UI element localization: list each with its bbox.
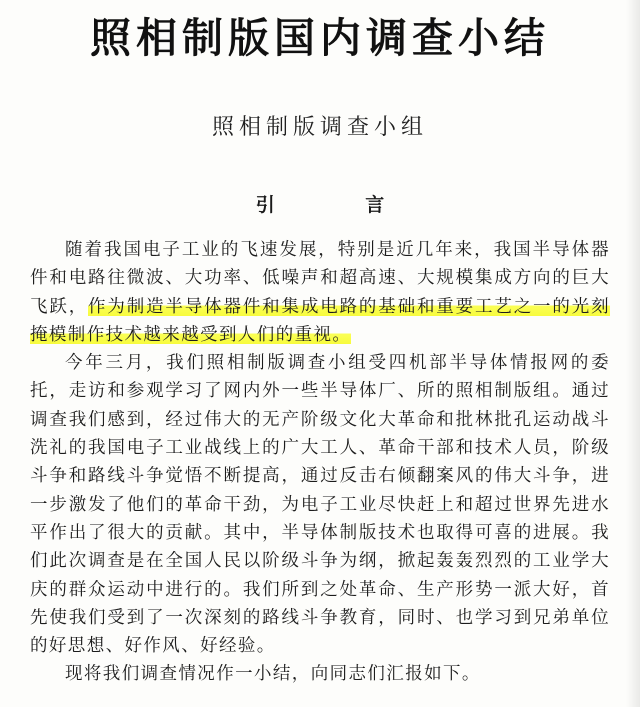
author-group: 照相制版调查小组	[211, 115, 428, 140]
scan-edge-shadow	[626, 0, 640, 707]
highlighted-sentence: 作为制造半导体器件和集成电路的基础和重要工艺之一的光刻掩模制作技术越来越受到人们的重视。	[30, 296, 610, 345]
section-heading: 引 言	[255, 194, 427, 216]
paragraph-3	[30, 660, 610, 688]
paragraph-2	[30, 349, 610, 660]
paragraph-1	[30, 236, 610, 349]
paragraph-2-text: 今年三月，我们照相制版调查小组受四机部半导体情报网的委托，走访和参观学习了网内外一些半导体厂、所的照相制版组。通过调查我们感到，经过伟大的无产阶级文化大革命和批林批孔运动战斗洗礼的我国电子工业战线上的广大工人、革命干部和技术人员，阶级斗争和路线斗争觉悟不断提高，通过反击右倾翻案风的伟大斗争，进一步激发了他们的革命干劲，为电子工业尽快赶上和超过世界先进水平作出了很大的贡献。其中，半导体制版技术也取得可喜的进展。我们此次调查是在全国人民以阶级斗争为纲，掀起轰轰烈烈的工业学大庆的群众运动中进行的。我们所到之处革命、生产形势一派大好，首先使我们受到了一次深刻的路线斗争教育，同时、也学习到兄弟单位的好思想、好作风、好经验。	[30, 353, 610, 657]
paragraph-1-text: 随着我国电子工业的飞速发展，特别是近几年来，我国半导体器件和电路往微波、大功率、低噪声和超高速、大规模集成方向的巨大飞跃，	[30, 240, 610, 317]
document-title: 照相制版国内调查小结	[90, 14, 550, 62]
paragraph-3-text: 现将我们调查情况作一小结，向同志们汇报如下。	[65, 664, 481, 685]
body-text	[30, 236, 610, 689]
